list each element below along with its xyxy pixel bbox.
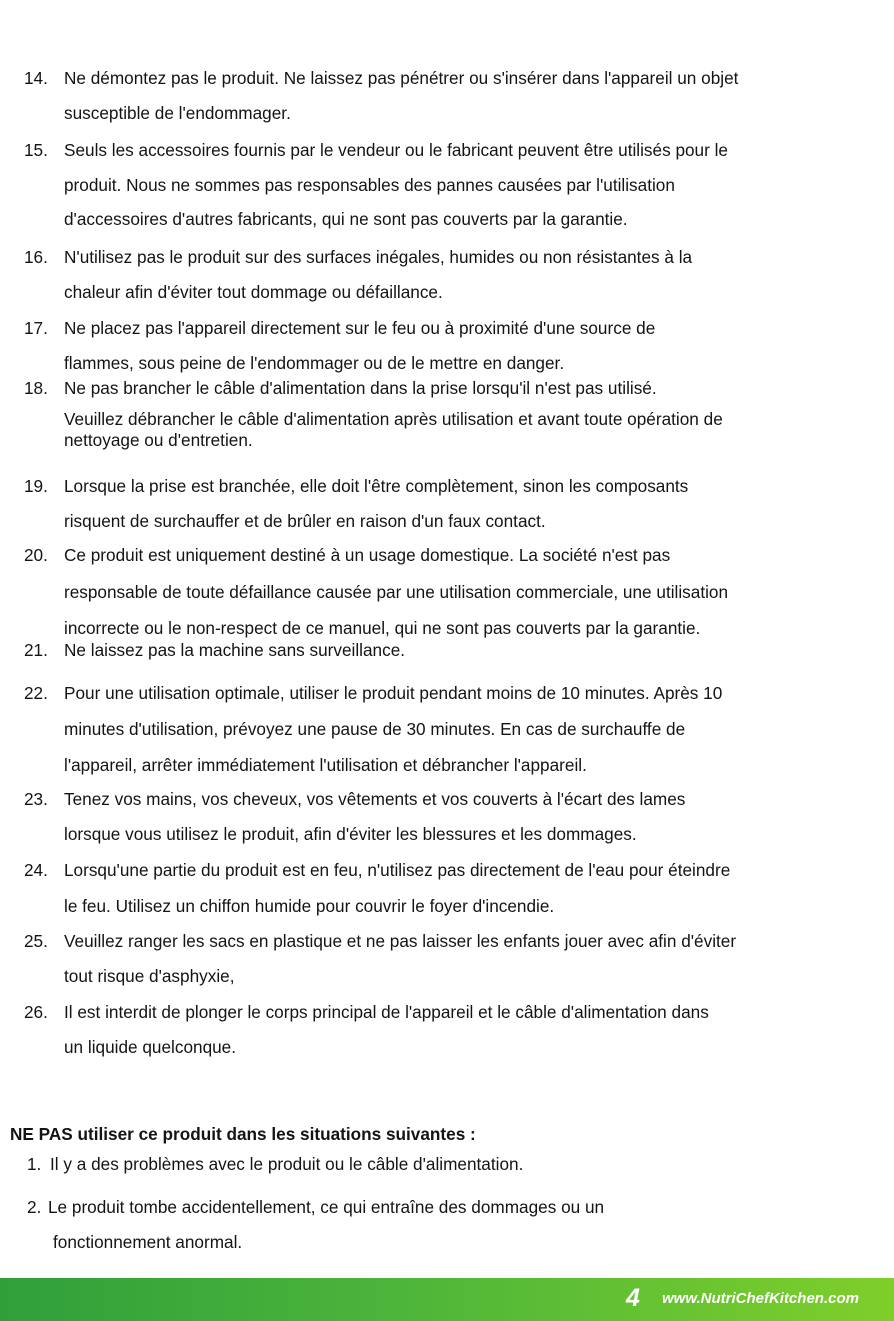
item-text-line: un liquide quelconque. xyxy=(64,1037,237,1057)
item-text-line: Lorsque la prise est branchée, elle doit l'être complètement, sinon les composants xyxy=(64,476,689,496)
item-number: 2. xyxy=(27,1197,42,1217)
item-text-line: N'utilisez pas le produit sur des surfaces inégales, humides ou non résistantes à la xyxy=(64,247,693,267)
item-number: 26. xyxy=(24,1002,48,1022)
footer-bar xyxy=(0,1278,894,1321)
item-number: 20. xyxy=(24,545,48,565)
item-number: 23. xyxy=(24,789,48,809)
item-text-line: Ne placez pas l'appareil directement sur le feu ou à proximité d'une source de xyxy=(64,318,656,338)
item-number: 18. xyxy=(24,378,48,398)
item-text-line: Lorsqu'une partie du produit est en feu, n'utilisez pas directement de l'eau pour éteindre xyxy=(64,860,731,880)
item-text-line: minutes d'utilisation, prévoyez une pause de 30 minutes. En cas de surchauffe de xyxy=(64,719,686,739)
item-text-line: lorsque vous utilisez le produit, afin d'éviter les blessures et les dommages. xyxy=(64,824,637,844)
item-text-line: risquent de surchauffer et de brûler en raison d'un faux contact. xyxy=(64,511,546,531)
item-text-line: incorrecte ou le non-respect de ce manuel, qui ne sont pas couverts par la garantie. xyxy=(64,618,701,638)
item-number: 19. xyxy=(24,476,48,496)
item-number: 15. xyxy=(24,140,48,160)
item-text-line: Tenez vos mains, vos cheveux, vos vêtements et vos couverts à l'écart des lames xyxy=(64,789,686,809)
item-number: 24. xyxy=(24,860,48,880)
item-text-line: tout risque d'asphyxie, xyxy=(64,966,235,986)
item-text-line: Ne pas brancher le câble d'alimentation dans la prise lorsqu'il n'est pas utilisé. xyxy=(64,378,657,398)
item-text-line: responsable de toute défaillance causée par une utilisation commerciale, une utilisation xyxy=(64,582,729,602)
item-text-line: le feu. Utilisez un chiffon humide pour couvrir le foyer d'incendie. xyxy=(64,896,555,916)
item-number: 16. xyxy=(24,247,48,267)
item-text-line: Veuillez ranger les sacs en plastique et ne pas laisser les enfants jouer avec afin d'éviter xyxy=(64,931,737,951)
item-text-line: Veuillez débrancher le câble d'alimentation après utilisation et avant toute opération de xyxy=(64,409,723,429)
item-text-line: l'appareil, arrêter immédiatement l'utilisation et débrancher l'appareil. xyxy=(64,755,587,775)
item-text-line: Seuls les accessoires fournis par le vendeur ou le fabricant peuvent être utilisés pour le xyxy=(64,140,728,160)
item-text-line: flammes, sous peine de l'endommager ou de le mettre en danger. xyxy=(64,353,565,373)
website-link[interactable]: www.NutriChefKitchen.com xyxy=(662,1290,859,1307)
item-text-line: fonctionnement anormal. xyxy=(53,1232,243,1252)
item-number: 25. xyxy=(24,931,48,951)
situations-heading: NE PAS utiliser ce produit dans les situations suivantes : xyxy=(10,1124,476,1144)
item-text-line: Le produit tombe accidentellement, ce qui entraîne des dommages ou un xyxy=(48,1197,605,1217)
item-number: 1. xyxy=(27,1154,42,1174)
item-text-line: Ne démontez pas le produit. Ne laissez pas pénétrer ou s'insérer dans l'appareil un objet xyxy=(64,68,739,88)
item-number: 21. xyxy=(24,640,48,660)
item-text-line: Il y a des problèmes avec le produit ou le câble d'alimentation. xyxy=(50,1154,524,1174)
item-text-line: Pour une utilisation optimale, utiliser le produit pendant moins de 10 minutes. Après 10 xyxy=(64,683,723,703)
item-number: 17. xyxy=(24,318,48,338)
item-text-line: chaleur afin d'éviter tout dommage ou défaillance. xyxy=(64,282,443,302)
item-text-line: d'accessoires d'autres fabricants, qui ne sont pas couverts par la garantie. xyxy=(64,209,628,229)
item-number: 14. xyxy=(24,68,48,88)
item-text-line: nettoyage ou d'entretien. xyxy=(64,430,253,450)
item-text-line: Ce produit est uniquement destiné à un usage domestique. La société n'est pas xyxy=(64,545,671,565)
item-number: 22. xyxy=(24,683,48,703)
item-text-line: produit. Nous ne sommes pas responsables des pannes causées par l'utilisation xyxy=(64,175,675,195)
item-text-line: susceptible de l'endommager. xyxy=(64,103,291,123)
item-text-line: Ne laissez pas la machine sans surveillance. xyxy=(64,640,406,660)
item-text-line: Il est interdit de plonger le corps principal de l'appareil et le câble d'alimentation dans xyxy=(64,1002,709,1022)
page-number: 4 xyxy=(626,1284,640,1312)
